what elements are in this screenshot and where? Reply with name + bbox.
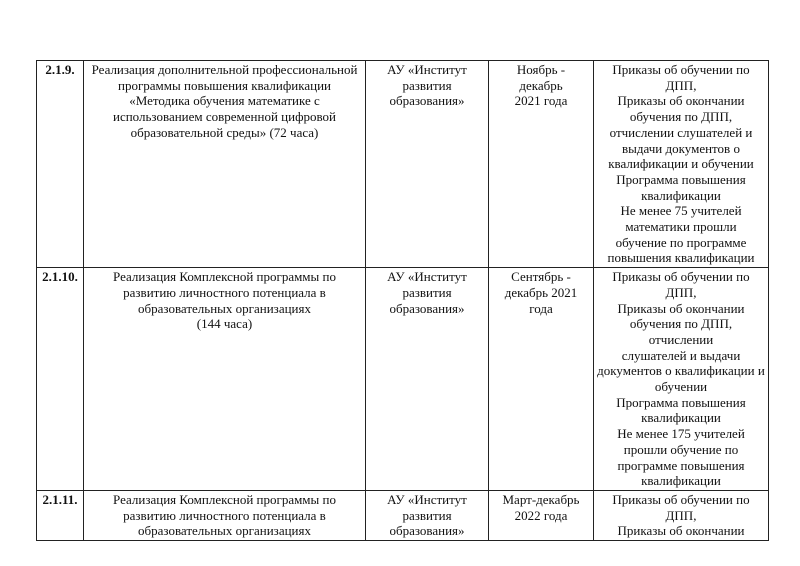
period: Март-декабрь 2022 года xyxy=(489,490,594,540)
result: Приказы об обучении по ДПП, Приказы об окончании обучения по ДПП, отчислении слушателей и выдачи документов о квалификации и обучении Программа повышения квалификации Не менее 175 учителей прошли обучение по программе повышения квалификации xyxy=(594,268,769,491)
result: Приказы об обучении по ДПП, Приказы об окончании xyxy=(594,490,769,540)
row-number: 2.1.9. xyxy=(37,61,84,268)
activities-table xyxy=(36,60,769,541)
activity-name: Реализация Комплексной программы по развитию личностного потенциала в образовательных организациях (144 часа) xyxy=(84,268,366,491)
period: Ноябрь - декабрь 2021 года xyxy=(489,61,594,268)
period: Сентябрь - декабрь 2021 года xyxy=(489,268,594,491)
executor: АУ «Институт развития образования» xyxy=(366,61,489,268)
result: Приказы об обучении по ДПП, Приказы об окончании обучения по ДПП, отчислении слушателей и выдачи документов о квалификации и обучении Программа повышения квалификации Не менее 75 учителей математики прошли обучение по программе повышения квалификации xyxy=(594,61,769,268)
table-row xyxy=(37,490,769,540)
table-row xyxy=(37,268,769,491)
table-row xyxy=(37,61,769,268)
activity-name: Реализация Комплексной программы по развитию личностного потенциала в образовательных организациях xyxy=(84,490,366,540)
row-number: 2.1.11. xyxy=(37,490,84,540)
executor: АУ «Институт развития образования» xyxy=(366,490,489,540)
row-number: 2.1.10. xyxy=(37,268,84,491)
activity-name: Реализация дополнительной профессиональной программы повышения квалификации «Методика обучения математике с использованием современной цифровой образовательной среды» (72 часа) xyxy=(84,61,366,268)
executor: АУ «Институт развития образования» xyxy=(366,268,489,491)
